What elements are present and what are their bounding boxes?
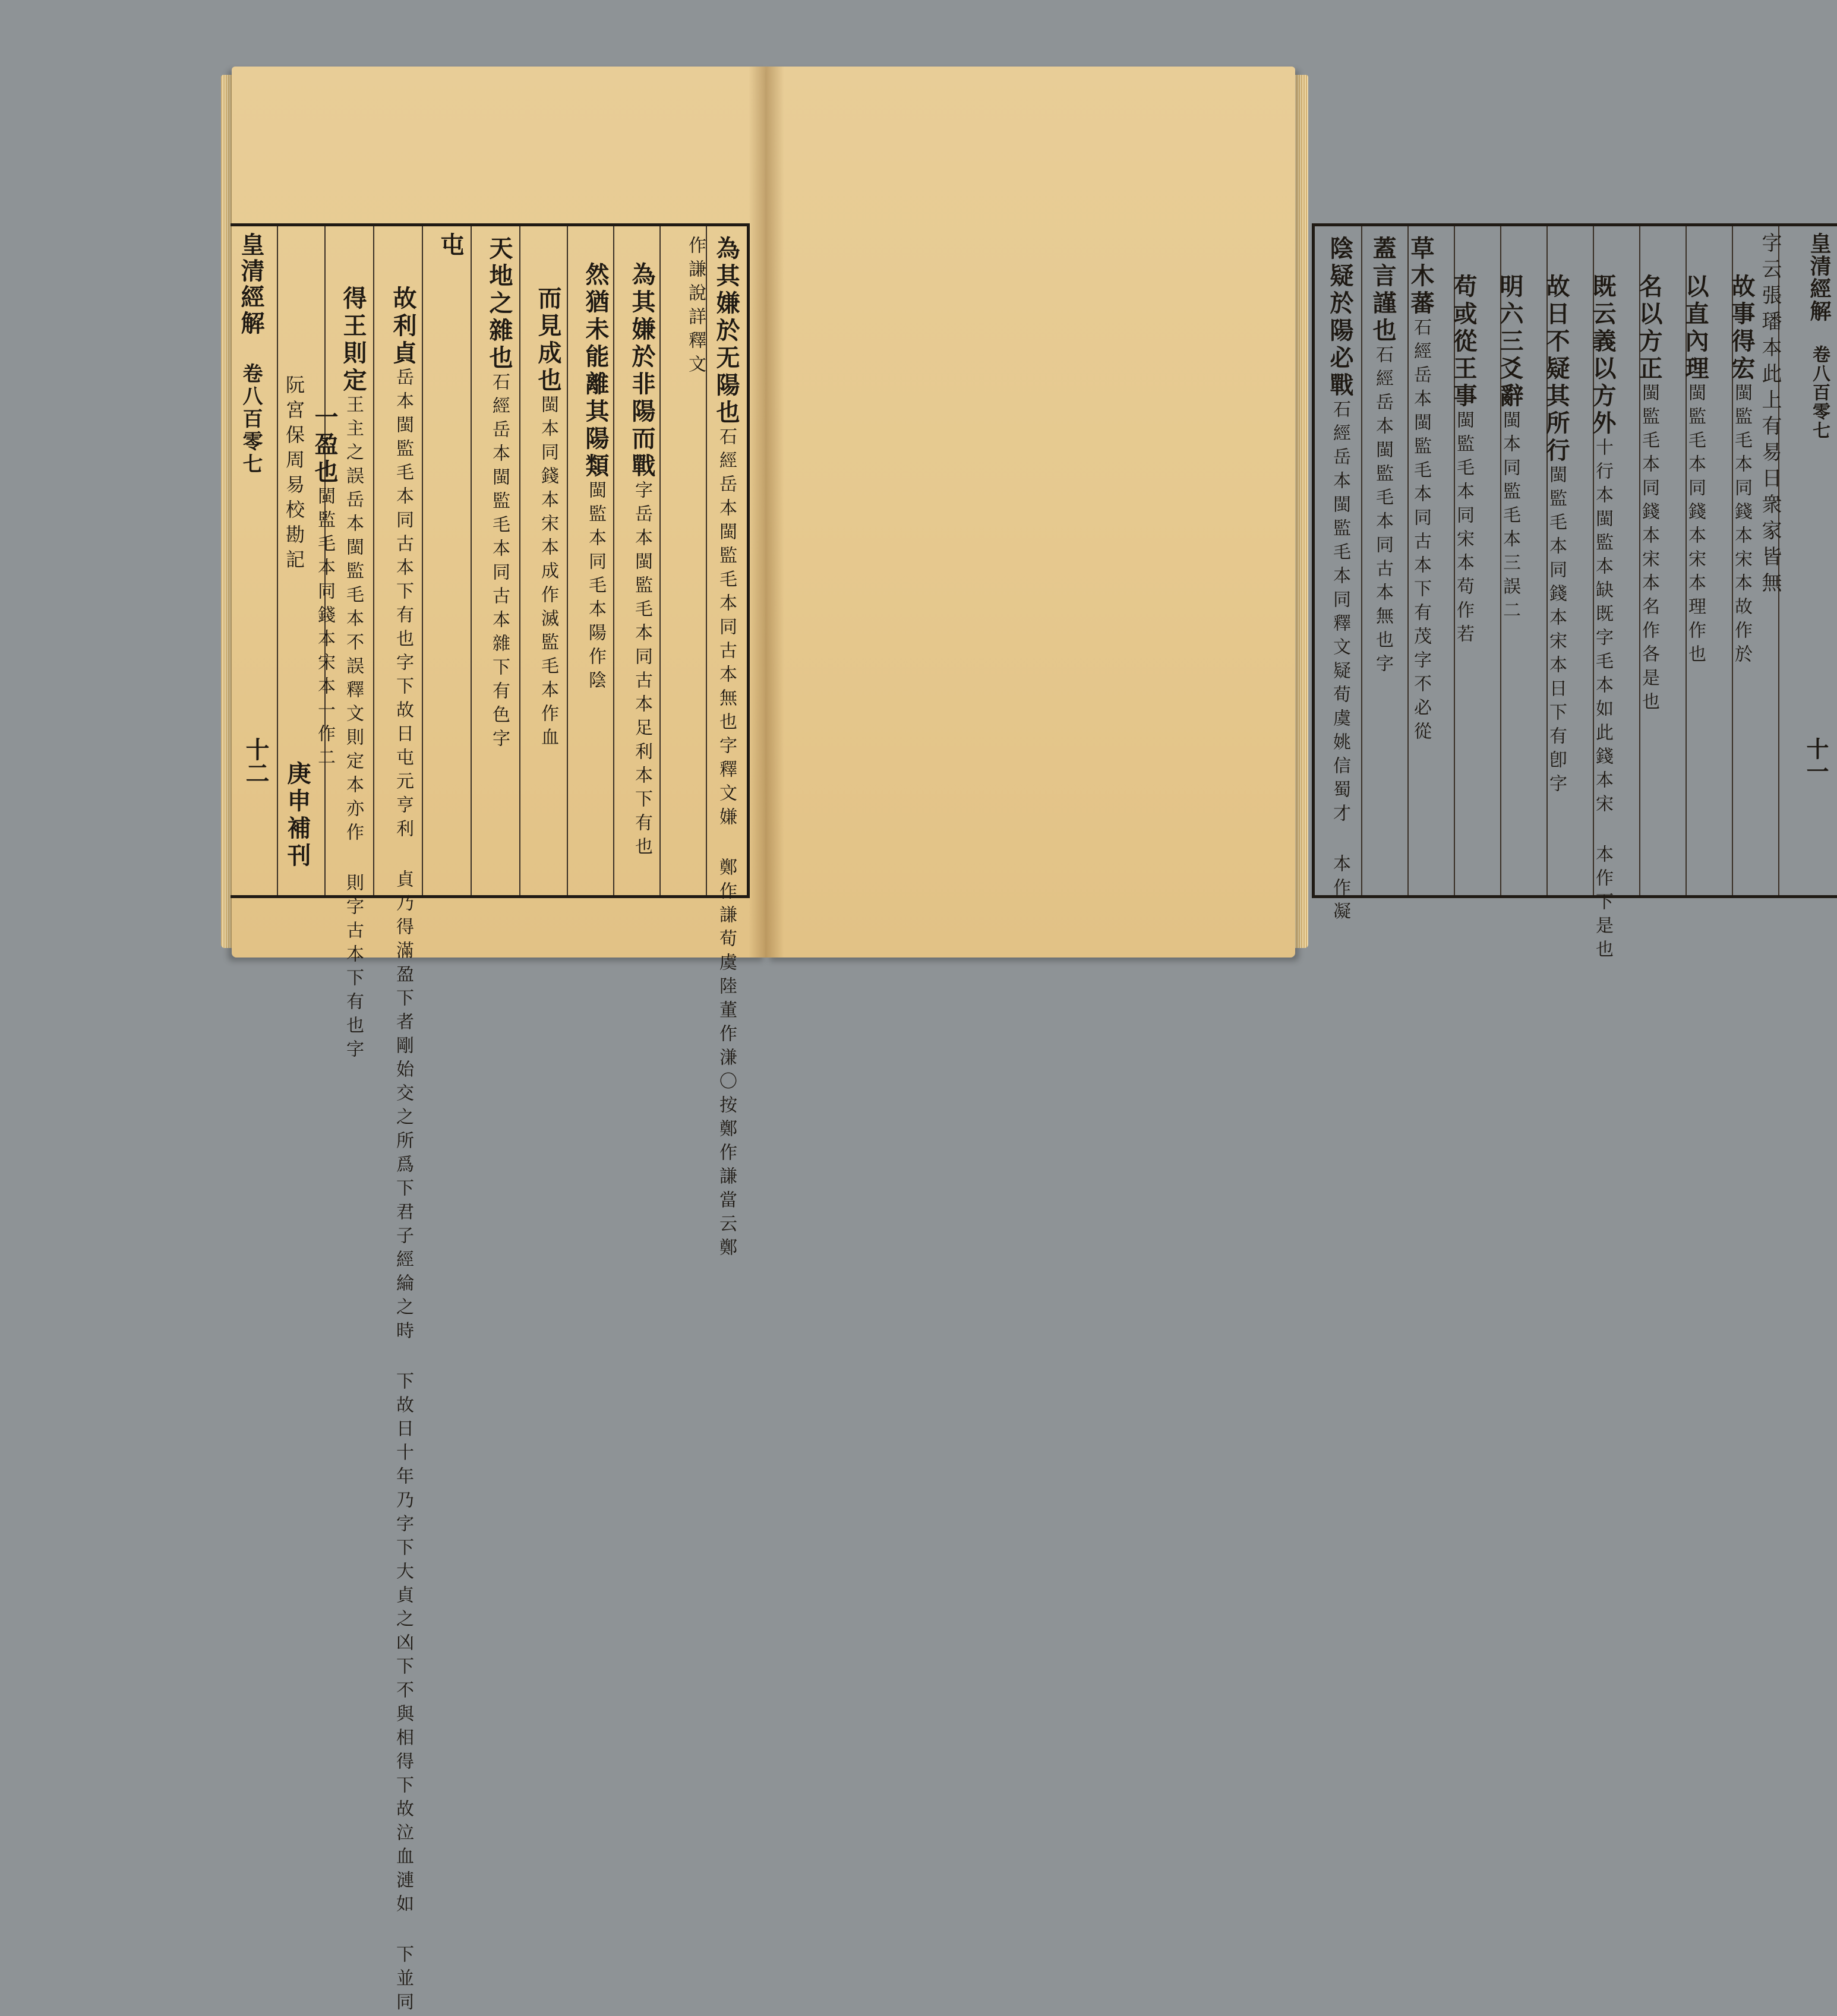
text-column: 作謙說詳釋文 [685,236,706,378]
text-column: 然猶未能離其陽類閩監本同毛本陽作陰 [582,262,610,694]
text-column: 字云張璠本此上有易日衆家皆無 [1758,232,1782,598]
spine-title: 皇清經解 [1807,232,1832,323]
text-column: 為其嫌於无陽也石經岳本閩監毛本同古本無也字釋文嫌 鄭作謙荀虞陸董作溓〇按鄭作謙當云鄭 [712,236,740,1262]
author-line: 阮宮保周易校勘記 [283,375,305,574]
open-book [232,67,1832,2016]
text-column: 以直內理閩監毛本同錢本宋本理作也 [1681,274,1709,668]
text-column: 名以方正閩監毛本同錢本宋本名作各是也 [1635,274,1663,716]
text-column: 為其嫌於非陽而戰字岳本閩監毛本同古本足利本下有也 [628,262,656,861]
left-print-frame [231,223,750,2016]
right-print-frame [1312,223,1837,963]
text-column: 故事得宏閩監毛本同錢本宋本故作於 [1728,274,1756,668]
right-page [766,67,1832,963]
text-column: 得王則定王主之誤岳本閩監毛本不誤釋文則定本亦作 則字古本下有也字 [339,286,367,1063]
text-column: 既云義以方外十行本閩監本缺既字毛本如此錢本宋 本作下是也 [1589,274,1617,963]
left-page [232,67,766,2016]
spine-page-number: 十一 [1803,737,1829,782]
text-column: 苟或從王事閩監毛本同宋本苟作若 [1450,274,1478,648]
text-column: 故利貞岳本閩監毛本同古本下有也字下故日屯元亨利 貞乃得滿盈下者剛始交之所爲下君子經綸之時 下故日十年乃字下大貞之凶下不與相得下故泣血漣如 下並同 [389,286,417,2016]
spine-volume: 卷八百零七 [239,363,263,476]
text-column: 陰疑於陽必戰石經岳本閩監毛本同釋文疑荀虞姚信蜀才 本作凝 [1326,236,1354,925]
text-column: 草木蕃石經岳本閩監毛本同古本下有茂字不必從 [1407,236,1435,745]
text-column: 一盈也閩監毛本同錢本宋本一作二 [311,405,339,772]
spine-page-number: 十二 [242,737,270,785]
spine-volume: 卷八百零七 [1809,345,1830,440]
book-gutter [749,67,784,958]
text-column: 故日不疑其所行閩監毛本同錢本宋本日下有卽字 [1542,274,1570,798]
text-column: 明六三爻辭閩本同監毛本三誤二 [1496,274,1524,624]
text-column: 而見成也閩本同錢本宋本成作滅監毛本作血 [534,286,562,751]
spine-title: 皇清經解 [237,232,265,337]
hexagram-heading: 屯 [437,232,465,260]
spine-footer: 庚申補刊 [283,761,311,870]
text-column: 天地之雜也石經岳本閩監毛本同古本雜下有色字 [485,236,513,753]
text-column: 蓋言謹也石經岳本閩監毛本同古本無也字 [1369,236,1397,678]
